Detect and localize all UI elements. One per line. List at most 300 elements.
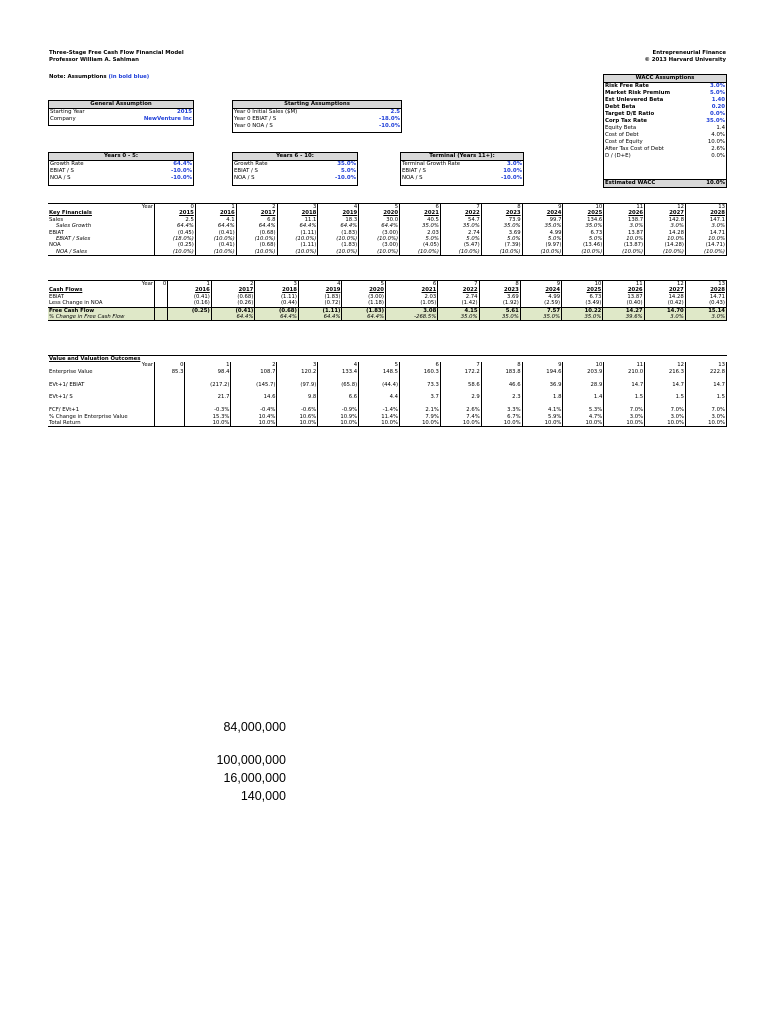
year-cell: 2017 [211, 287, 255, 293]
year0-noa-label: Year 0 NOA / S [234, 123, 273, 129]
stage3-noa-value[interactable]: -10.0% [501, 175, 522, 181]
value-cell[interactable] [155, 314, 168, 321]
value-cell[interactable]: 3.0% [604, 223, 645, 229]
value-cell[interactable]: 46.6 [481, 382, 522, 388]
value-cell[interactable]: 4.7% [563, 414, 604, 420]
stage2-noa-value[interactable]: -10.0% [335, 175, 356, 181]
value-cell[interactable]: (0.43) [685, 300, 726, 307]
value-cell[interactable]: 64.4% [195, 223, 236, 229]
stage1-ebiat-label: EBIAT / S [50, 168, 74, 174]
value-cell[interactable]: (10.0%) [563, 249, 604, 256]
value-cell[interactable]: 5.0% [440, 236, 481, 242]
value-cell[interactable]: (1.11) [255, 294, 299, 300]
value-cell[interactable]: 14.71 [685, 294, 726, 300]
value-cell[interactable]: 9.8 [277, 394, 318, 400]
value-cell[interactable]: 35.0% [520, 314, 561, 321]
value-cell[interactable]: 64.4% [211, 314, 255, 321]
value-cell[interactable]: 64.4% [236, 223, 277, 229]
value-cell[interactable]: 1.5 [604, 394, 645, 400]
value-cell[interactable]: (0.40) [603, 300, 644, 307]
stage1-growth-value[interactable]: 64.4% [173, 161, 192, 167]
value-cell[interactable]: (2.59) [520, 300, 561, 307]
value-cell[interactable]: (4.05) [400, 242, 441, 248]
table-row [48, 300, 727, 307]
value-cell[interactable]: (3.00) [359, 230, 400, 236]
value-cell[interactable]: (10.0%) [318, 236, 359, 242]
value-cell[interactable]: 5.61 [479, 307, 520, 314]
value-cell[interactable]: 54.7 [440, 217, 481, 223]
value-cell[interactable]: 1.5 [645, 394, 686, 400]
value-cell[interactable]: 142.8 [645, 217, 686, 223]
value-cell[interactable]: 14.7 [645, 382, 686, 388]
value-cell[interactable]: 5.0% [563, 236, 604, 242]
value-cell[interactable]: 10.22 [562, 307, 603, 314]
year-cell: 2018 [255, 287, 299, 293]
value-cell[interactable]: 2.03 [400, 230, 441, 236]
value-cell[interactable]: (9.97) [522, 242, 563, 248]
value-cell[interactable]: 4.99 [522, 230, 563, 236]
value-cell[interactable]: (0.25) [155, 242, 196, 248]
value-cell[interactable]: (13.46) [563, 242, 604, 248]
value-cell[interactable]: 10.0% [277, 420, 318, 427]
value-cell[interactable]: (217.2) [185, 382, 231, 388]
value-cell[interactable]: 4.4 [359, 394, 400, 400]
value-cell[interactable]: 147.1 [685, 217, 726, 223]
row-label: NOA [48, 242, 155, 248]
row-label: Total Return [48, 420, 155, 427]
value-cell[interactable]: 35.0% [400, 223, 441, 229]
wacc-est-value[interactable]: 10.0% [706, 180, 725, 186]
value-cell[interactable]: 64.4% [298, 314, 342, 321]
value-cell[interactable]: 6.7% [481, 414, 522, 420]
value-cell[interactable]: (0.68) [236, 242, 277, 248]
year-cell: 2015 [155, 210, 196, 216]
value-cell[interactable]: 64.4% [342, 314, 386, 321]
value-cell[interactable]: 5.3% [563, 407, 604, 413]
value-cell[interactable] [155, 300, 168, 307]
period-cell: 1 [195, 204, 236, 211]
value-cell[interactable]: (10.0%) [645, 249, 686, 256]
value-cell[interactable]: 11.4% [359, 414, 400, 420]
value-cell[interactable]: (1.83) [298, 294, 342, 300]
company-value[interactable]: NewVenture Inc [143, 116, 192, 122]
value-cell[interactable]: (5.47) [440, 242, 481, 248]
wacc-row [604, 139, 726, 146]
value-cell[interactable]: (3.00) [342, 294, 386, 300]
value-cell[interactable]: 99.7 [522, 217, 563, 223]
year0-ebiat-value[interactable]: -18.0% [379, 116, 400, 122]
year-cell: 2026 [604, 210, 645, 216]
value-cell[interactable] [155, 307, 168, 314]
stage2-growth-label: Growth Rate [234, 161, 268, 167]
value-cell[interactable]: 203.9 [563, 369, 604, 375]
value-cell[interactable]: 7.9% [400, 414, 441, 420]
year-cell: 2023 [481, 210, 522, 216]
value-cell[interactable]: 216.3 [645, 369, 686, 375]
value-cell[interactable]: 160.3 [400, 369, 441, 375]
year-cell: 2018 [277, 210, 318, 216]
value-cell[interactable]: 5.0% [481, 236, 522, 242]
value-cell[interactable]: 4.15 [438, 307, 479, 314]
year-cell: 2025 [562, 287, 603, 293]
value-cell[interactable]: (3.49) [562, 300, 603, 307]
value-cell[interactable]: 3.0% [685, 223, 726, 229]
value-cell[interactable]: (44.4) [359, 382, 400, 388]
value-cell[interactable]: 10.0% [185, 420, 231, 427]
value-cell[interactable]: 1.4 [563, 394, 604, 400]
wacc-row-value[interactable]: 3.0% [710, 83, 725, 89]
value-cell[interactable]: 36.9 [522, 382, 563, 388]
value-cell[interactable]: 10.0% [522, 420, 563, 427]
period-cell: 5 [342, 281, 386, 288]
value-cell[interactable]: (0.41) [211, 307, 255, 314]
value-cell[interactable]: (1.42) [438, 300, 479, 307]
value-cell[interactable]: 120.2 [277, 369, 318, 375]
value-cell[interactable]: 2.9 [440, 394, 481, 400]
value-cell[interactable]: (1.11) [277, 230, 318, 236]
value-cell[interactable]: (10.0%) [440, 249, 481, 256]
value-cell[interactable]: -0.3% [185, 407, 231, 413]
year-header-row [48, 204, 727, 211]
value-cell[interactable]: 13.87 [603, 294, 644, 300]
value-cell[interactable]: 58.6 [440, 382, 481, 388]
value-cell[interactable]: 14.6 [231, 394, 277, 400]
value-cell[interactable]: 10.0% [686, 420, 727, 427]
copyright: © 2013 Harvard University [644, 57, 726, 63]
value-cell[interactable]: 6.73 [563, 230, 604, 236]
value-cell[interactable]: (0.26) [211, 300, 255, 307]
value-cell[interactable]: 138.7 [604, 217, 645, 223]
value-cell[interactable]: (10.0%) [481, 249, 522, 256]
value-cell[interactable]: 13.87 [604, 230, 645, 236]
value-cell[interactable]: 10.0% [685, 236, 726, 242]
value-cell[interactable]: -1.4% [359, 407, 400, 413]
value-cell[interactable]: 10.0% [231, 420, 277, 427]
value-cell[interactable]: 10.9% [318, 414, 359, 420]
value-cell[interactable]: 108.7 [231, 369, 277, 375]
value-cell[interactable]: (0.68) [255, 307, 299, 314]
value-cell[interactable]: (7.39) [481, 242, 522, 248]
val-title-row [48, 356, 727, 363]
value-cell[interactable]: 148.5 [359, 369, 400, 375]
value-cell[interactable]: 14.7 [686, 382, 727, 388]
value-cell[interactable]: (0.41) [195, 230, 236, 236]
value-cell[interactable]: 15.14 [685, 307, 726, 314]
value-cell[interactable]: 64.4% [359, 223, 400, 229]
value-cell[interactable]: (10.0%) [155, 249, 196, 256]
general-title: General Assumption [49, 101, 193, 109]
value-cell[interactable]: (1.83) [342, 307, 386, 314]
value-cell[interactable]: (97.9) [277, 382, 318, 388]
value-cell[interactable]: 64.4% [255, 314, 299, 321]
value-cell[interactable]: (0.41) [195, 242, 236, 248]
value-cell[interactable]: (0.68) [211, 294, 255, 300]
terminal-growth-label: Terminal Growth Rate [402, 161, 461, 167]
wacc-row-value[interactable]: 1.40 [711, 97, 725, 103]
value-cell[interactable]: (10.0%) [359, 249, 400, 256]
stage2-box [232, 152, 358, 186]
value-cell[interactable]: 28.9 [563, 382, 604, 388]
value-cell[interactable]: (0.16) [168, 300, 212, 307]
value-cell[interactable]: 39.6% [603, 314, 644, 321]
value-cell[interactable]: 7.57 [520, 307, 561, 314]
value-cell[interactable]: 10.6% [277, 414, 318, 420]
period-cell: 3 [277, 204, 318, 211]
period-cell: 11 [604, 362, 645, 368]
period-cell: 8 [481, 204, 522, 211]
value-cell[interactable]: (65.8) [318, 382, 359, 388]
value-cell[interactable]: 14.70 [644, 307, 685, 314]
year-header-row [48, 281, 727, 288]
value-cell[interactable]: (10.0%) [685, 249, 726, 256]
wacc-row [604, 146, 726, 153]
value-cell[interactable]: 5.9% [522, 414, 563, 420]
value-cell[interactable]: (0.72) [298, 300, 342, 307]
wacc-row-value[interactable]: 0.0% [710, 111, 725, 117]
value-cell[interactable]: 35.0% [562, 314, 603, 321]
value-cell[interactable]: 3.69 [481, 230, 522, 236]
value-cell[interactable]: 183.8 [481, 369, 522, 375]
value-cell[interactable]: 3.0% [686, 414, 727, 420]
value-cell[interactable]: (0.25) [168, 307, 212, 314]
value-cell[interactable]: 10.0% [604, 236, 645, 242]
value-cell[interactable]: 35.0% [479, 314, 520, 321]
value-cell[interactable]: (10.0%) [522, 249, 563, 256]
value-cell[interactable]: 3.0% [645, 414, 686, 420]
value-cell[interactable]: 3.3% [481, 407, 522, 413]
value-cell[interactable]: 3.0% [645, 223, 686, 229]
value-cell[interactable]: 133.4 [318, 369, 359, 375]
year-cell: 2022 [438, 287, 479, 293]
course-name: Entrepreneurial Finance [652, 50, 726, 56]
stage3-title: Terminal (Years 11+): [401, 153, 523, 161]
value-cell[interactable]: 7.0% [604, 407, 645, 413]
value-cell[interactable]: 64.4% [277, 223, 318, 229]
value-cell[interactable]: 14.7 [604, 382, 645, 388]
wacc-row [604, 132, 726, 139]
wacc-row-value: 2.6% [711, 146, 725, 152]
value-cell[interactable]: 85.3 [155, 369, 185, 375]
value-cell[interactable]: (10.0%) [400, 249, 441, 256]
value-cell[interactable]: (0.42) [644, 300, 685, 307]
value-cell[interactable]: 4.99 [520, 294, 561, 300]
stage2-title: Years 6 - 10: [233, 153, 357, 161]
value-cell[interactable]: 35.0% [481, 223, 522, 229]
terminal-growth-value[interactable]: 3.0% [507, 161, 522, 167]
initial-sales-value[interactable]: 2.5 [390, 109, 400, 115]
value-cell[interactable]: 40.5 [400, 217, 441, 223]
value-cell[interactable]: 10.4% [231, 414, 277, 420]
stage2-ebiat-value[interactable]: 5.0% [341, 168, 356, 174]
value-cell[interactable]: 3.0% [685, 314, 726, 321]
value-cell[interactable]: (10.0%) [359, 236, 400, 242]
value-cell[interactable]: 172.2 [440, 369, 481, 375]
period-cell: 10 [563, 362, 604, 368]
value-cell[interactable]: 7.0% [645, 407, 686, 413]
value-cell[interactable]: 2.6% [440, 407, 481, 413]
wacc-row-value[interactable]: 5.0% [710, 90, 725, 96]
table-row [48, 307, 727, 314]
value-cell[interactable]: 14.71 [685, 230, 726, 236]
value-cell[interactable]: (14.71) [685, 242, 726, 248]
value-cell[interactable]: 10.0% [563, 420, 604, 427]
period-cell: 2 [231, 362, 277, 368]
period-cell: 10 [562, 281, 603, 288]
value-cell[interactable]: 2.74 [440, 230, 481, 236]
year-cell: 2027 [644, 287, 685, 293]
value-cell[interactable]: 35.0% [440, 223, 481, 229]
stage1-ebiat-value[interactable]: -10.0% [171, 168, 192, 174]
value-cell[interactable]: 30.0 [359, 217, 400, 223]
value-cell[interactable]: 10.0% [359, 420, 400, 427]
value-cell[interactable]: 35.0% [438, 314, 479, 321]
wacc-row-label: Cost of Equity [605, 139, 643, 145]
value-cell[interactable]: -0.4% [231, 407, 277, 413]
value-cell[interactable]: -268.5% [386, 314, 438, 321]
value-cell[interactable]: 3.08 [386, 307, 438, 314]
value-cell[interactable]: 11.1 [277, 217, 318, 223]
value-cell[interactable]: 14.28 [645, 230, 686, 236]
wacc-row [604, 118, 726, 125]
key-financials-table [48, 203, 727, 256]
value-cell[interactable]: (0.45) [155, 230, 196, 236]
value-cell[interactable]: 73.9 [481, 217, 522, 223]
table-row [48, 420, 727, 427]
value-cell[interactable]: (13.87) [604, 242, 645, 248]
starting-assumptions-box [232, 100, 402, 133]
value-cell[interactable]: (1.92) [479, 300, 520, 307]
period-cell: 4 [318, 362, 359, 368]
value-cell[interactable]: 10.0% [604, 420, 645, 427]
value-cell[interactable]: 7.4% [440, 414, 481, 420]
value-cell[interactable]: 210.0 [604, 369, 645, 375]
value-cell[interactable]: 10.0% [645, 236, 686, 242]
row-label: Free Cash Flow [48, 307, 155, 314]
period-cell: 12 [645, 204, 686, 211]
value-cell[interactable]: (3.00) [359, 242, 400, 248]
value-cell[interactable]: (10.0%) [318, 249, 359, 256]
value-cell[interactable]: 7.0% [686, 407, 727, 413]
row-label: NOA / Sales [48, 249, 155, 256]
value-cell[interactable]: (1.05) [386, 300, 438, 307]
value-cell[interactable]: 2.5 [155, 217, 196, 223]
value-cell[interactable]: (1.11) [298, 307, 342, 314]
value-cell[interactable]: (10.0%) [604, 249, 645, 256]
value-cell[interactable]: 3.7 [400, 394, 441, 400]
val-title: Value and Valuation Outcomes [49, 356, 141, 362]
stage3-ebiat-label: EBIAT / S [402, 168, 426, 174]
value-cell[interactable]: 2.03 [386, 294, 438, 300]
value-cell[interactable]: 222.8 [686, 369, 727, 375]
wacc-row-value: 1.4 [716, 125, 725, 131]
value-cell[interactable]: 2.1% [400, 407, 441, 413]
value-cell[interactable]: (18.0%) [155, 236, 196, 242]
value-cell[interactable]: (10.0%) [195, 249, 236, 256]
value-cell[interactable] [168, 314, 212, 321]
value-cell[interactable]: 1.5 [686, 394, 727, 400]
wacc-row-label: Equity Beta [605, 125, 637, 131]
value-cell[interactable] [155, 420, 185, 427]
wacc-row-label: Market Risk Premium [605, 90, 671, 96]
period-cell: 4 [298, 281, 342, 288]
value-cell[interactable]: -0.9% [318, 407, 359, 413]
value-cell[interactable]: (10.0%) [236, 249, 277, 256]
value-cell[interactable]: 2.74 [438, 294, 479, 300]
value-cell[interactable]: (10.0%) [236, 236, 277, 242]
value-cell[interactable]: 2.3 [481, 394, 522, 400]
value-cell[interactable]: (1.83) [318, 230, 359, 236]
value-cell[interactable]: 4.1% [522, 407, 563, 413]
value-cell[interactable]: 10.0% [400, 420, 441, 427]
value-cell[interactable]: 35.0% [563, 223, 604, 229]
value-cell[interactable]: 10.0% [318, 420, 359, 427]
value-cell[interactable]: 134.6 [563, 217, 604, 223]
value-cell[interactable]: 3.0% [604, 414, 645, 420]
value-cell[interactable]: 10.0% [440, 420, 481, 427]
value-cell[interactable]: (10.0%) [277, 249, 318, 256]
value-cell[interactable]: 6.6 [318, 394, 359, 400]
value-cell[interactable]: 15.3% [185, 414, 231, 420]
wacc-row-value[interactable]: 0.20 [711, 104, 725, 110]
value-cell[interactable]: 5.0% [522, 236, 563, 242]
year-cell: 2026 [603, 287, 644, 293]
stage3-ebiat-value[interactable]: 10.0% [503, 168, 522, 174]
value-cell[interactable]: 6.73 [562, 294, 603, 300]
value-cell[interactable]: 6.8 [236, 217, 277, 223]
value-cell[interactable]: (10.0%) [195, 236, 236, 242]
kf-title: Key Financials [48, 210, 155, 216]
value-cell[interactable]: 98.4 [185, 369, 231, 375]
value-cell[interactable]: 3.0% [644, 314, 685, 321]
value-cell[interactable]: (145.7) [231, 382, 277, 388]
wacc-estimated-row [604, 179, 726, 187]
value-cell[interactable]: -0.6% [277, 407, 318, 413]
value-cell[interactable]: 5.0% [400, 236, 441, 242]
value-cell[interactable]: 64.4% [318, 223, 359, 229]
value-cell[interactable]: 194.6 [522, 369, 563, 375]
value-cell[interactable]: (14.28) [645, 242, 686, 248]
value-cell[interactable]: 14.27 [603, 307, 644, 314]
row-label: Sales [48, 217, 155, 223]
value-cell[interactable]: 10.0% [645, 420, 686, 427]
value-cell[interactable]: 73.3 [400, 382, 441, 388]
value-cell[interactable]: 35.0% [522, 223, 563, 229]
value-cell[interactable]: 14.28 [644, 294, 685, 300]
wacc-row-label: Target D/E Ratio [605, 111, 655, 117]
wacc-row-value[interactable]: 35.0% [706, 118, 725, 124]
value-cell[interactable]: (10.0%) [277, 236, 318, 242]
value-cell[interactable]: (1.83) [318, 242, 359, 248]
value-cell[interactable]: 10.0% [481, 420, 522, 427]
year0-noa-value[interactable]: -10.0% [379, 123, 400, 129]
starting-year-value[interactable]: 2015 [176, 109, 192, 115]
stage2-growth-value[interactable]: 35.0% [337, 161, 356, 167]
value-cell[interactable]: 1.8 [522, 394, 563, 400]
value-cell[interactable]: (0.68) [236, 230, 277, 236]
value-cell[interactable]: (1.18) [342, 300, 386, 307]
value-cell[interactable]: 64.4% [155, 223, 196, 229]
value-cell[interactable]: (0.41) [168, 294, 212, 300]
stage1-noa-value[interactable]: -10.0% [171, 175, 192, 181]
value-cell[interactable]: (1.11) [277, 242, 318, 248]
value-cell[interactable]: (0.44) [255, 300, 299, 307]
cash-flows-table [48, 280, 727, 321]
value-cell[interactable]: 4.1 [195, 217, 236, 223]
value-cell[interactable]: 3.69 [479, 294, 520, 300]
value-cell[interactable]: 18.3 [318, 217, 359, 223]
value-cell[interactable]: 21.7 [185, 394, 231, 400]
year-cell: 2024 [520, 287, 561, 293]
